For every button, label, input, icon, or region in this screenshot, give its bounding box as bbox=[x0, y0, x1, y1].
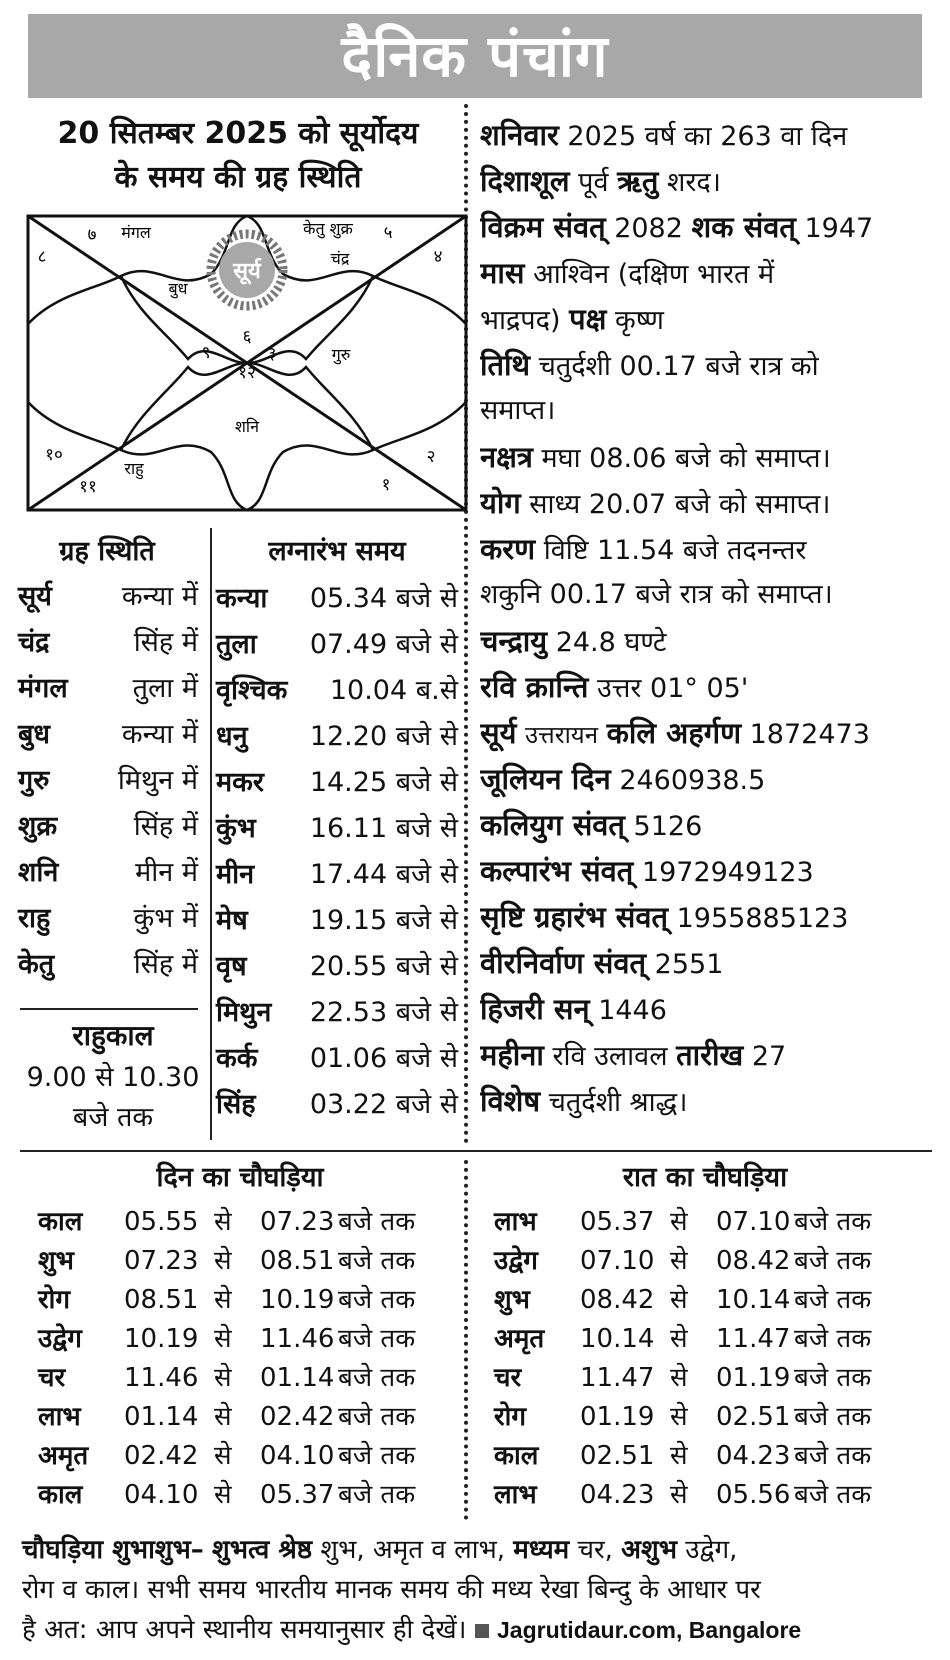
panchang-line: शकुनि 00.17 बजे रात्र को समाप्त। bbox=[480, 579, 833, 610]
house-number: १० bbox=[45, 445, 63, 465]
house-number: ७ bbox=[87, 225, 97, 245]
chart-right-curve-bottom bbox=[373, 402, 466, 450]
graha-name: राहु bbox=[18, 903, 51, 934]
panchang-details bbox=[480, 112, 935, 1124]
lagna-row bbox=[216, 668, 458, 714]
chog-to: 11.46 bbox=[260, 1324, 335, 1354]
chog-name: चर bbox=[38, 1363, 66, 1393]
rahukal-divider bbox=[20, 1008, 198, 1010]
chog-from: 11.47 bbox=[580, 1363, 655, 1393]
lagna-time: 16.11 बजे से bbox=[309, 813, 458, 844]
chog-se: से bbox=[670, 1285, 688, 1315]
chog-se: से bbox=[214, 1441, 232, 1471]
chog-divider bbox=[20, 1150, 932, 1152]
house-number: १ bbox=[381, 475, 391, 495]
chog-suffix: बजे तक bbox=[794, 1285, 872, 1315]
graha-name: शुक्र bbox=[18, 811, 58, 842]
chog-from: 02.42 bbox=[124, 1441, 199, 1471]
lagna-name: वृष bbox=[216, 951, 247, 982]
lagna-row bbox=[216, 990, 458, 1036]
lagna-row bbox=[216, 852, 458, 898]
graha-row bbox=[18, 896, 198, 942]
chog-suffix: बजे तक bbox=[794, 1324, 872, 1354]
chog-row bbox=[494, 1280, 914, 1321]
chog-row bbox=[494, 1358, 914, 1399]
chog-name: उद्वेग bbox=[494, 1246, 538, 1276]
chog-row bbox=[494, 1319, 914, 1360]
house-number: १२ bbox=[238, 363, 256, 383]
chog-suffix: बजे तक bbox=[338, 1285, 416, 1315]
house-number: ८ bbox=[37, 247, 47, 267]
sun-label: सूर्य bbox=[233, 259, 261, 284]
chog-suffix: बजे तक bbox=[794, 1480, 872, 1510]
chog-suffix: बजे तक bbox=[338, 1207, 416, 1237]
lagna-time: 01.06 बजे से bbox=[309, 1043, 458, 1074]
chog-row bbox=[38, 1280, 458, 1321]
chog-name: अमृत bbox=[494, 1324, 545, 1354]
lagna-row bbox=[216, 1082, 458, 1128]
chog-to: 05.37 bbox=[260, 1480, 335, 1510]
day-chog-heading: दिन का चौघड़िया bbox=[156, 1162, 324, 1193]
chog-se: से bbox=[214, 1480, 232, 1510]
lagna-time: 19.15 बजे से bbox=[309, 905, 458, 936]
panchang-line: कलियुग संवत् 5126 bbox=[480, 808, 703, 842]
chog-se: से bbox=[670, 1324, 688, 1354]
chart-heading-1: 20 सितम्बर 2025 को सूर्योदय bbox=[57, 116, 419, 151]
chart-left-curve-bottom bbox=[28, 402, 121, 450]
lagna-time: 07.49 बजे से bbox=[309, 629, 458, 660]
lagna-name: कन्या bbox=[216, 583, 268, 614]
graha-row bbox=[18, 574, 198, 620]
chog-row bbox=[38, 1397, 458, 1438]
chog-from: 10.14 bbox=[580, 1324, 655, 1354]
chog-to: 05.56 bbox=[716, 1480, 791, 1510]
chog-row bbox=[38, 1436, 458, 1477]
chog-from: 01.14 bbox=[124, 1402, 199, 1432]
lagna-time: 14.25 बजे से bbox=[309, 767, 458, 798]
house-number: ११ bbox=[79, 477, 97, 497]
chog-se: से bbox=[670, 1441, 688, 1471]
chog-row bbox=[38, 1319, 458, 1360]
graha-name: गुरु bbox=[18, 765, 50, 796]
chog-to: 01.19 bbox=[716, 1363, 791, 1393]
lagna-name: मीन bbox=[216, 859, 255, 890]
panchang-line: मास आश्विन (दक्षिण भारत में bbox=[480, 256, 775, 290]
panchang-line: वीरनिर्वाण संवत् 2551 bbox=[480, 946, 724, 980]
chog-se: से bbox=[214, 1285, 232, 1315]
chog-name: रोग bbox=[494, 1402, 527, 1432]
chog-row bbox=[38, 1475, 458, 1516]
graha-row bbox=[18, 620, 198, 666]
planet-ketu-shukra: केतु शुक्र bbox=[303, 219, 353, 238]
lagna-time: 05.34 बजे से bbox=[309, 583, 458, 614]
chog-se: से bbox=[670, 1207, 688, 1237]
planet-chandra: चंद्र bbox=[330, 249, 350, 268]
chog-se: से bbox=[214, 1246, 232, 1276]
planet-guru: गुरु bbox=[331, 345, 351, 364]
chog-to: 11.47 bbox=[716, 1324, 791, 1354]
lagna-name: मेष bbox=[216, 905, 248, 936]
panchang-line: जूलियन दिन 2460938.5 bbox=[480, 762, 766, 796]
chog-from: 02.51 bbox=[580, 1441, 655, 1471]
panchang-line: शनिवार 2025 वर्ष का 263 वा दिन bbox=[480, 118, 848, 152]
footer-line-1: चौघड़िया शुभाशुभ– शुभत्व श्रेष्ठ शुभ, अमृत व लाभ, मध्यम चर, अशुभ उद्वेग, bbox=[22, 1535, 738, 1565]
graha-position: मीन में bbox=[135, 857, 198, 888]
lagna-row bbox=[216, 898, 458, 944]
chog-suffix: बजे तक bbox=[794, 1207, 872, 1237]
house-number: ३ bbox=[267, 344, 277, 364]
chog-to: 04.10 bbox=[260, 1441, 335, 1471]
chog-suffix: बजे तक bbox=[338, 1363, 416, 1393]
panchang-line: चन्द्रायु 24.8 घण्टे bbox=[480, 624, 667, 658]
lagna-row bbox=[216, 622, 458, 668]
chog-from: 04.10 bbox=[124, 1480, 199, 1510]
chog-suffix: बजे तक bbox=[338, 1402, 416, 1432]
chog-name: शुभ bbox=[38, 1246, 74, 1276]
lagna-row bbox=[216, 714, 458, 760]
chog-to: 07.23 bbox=[260, 1207, 335, 1237]
chog-separator bbox=[464, 1160, 468, 1520]
chog-se: से bbox=[214, 1402, 232, 1432]
house-number: ६ bbox=[242, 327, 252, 347]
chog-row bbox=[494, 1436, 914, 1477]
chog-row bbox=[494, 1202, 914, 1243]
graha-heading: ग्रह स्थिति bbox=[59, 536, 155, 567]
lagna-row bbox=[216, 944, 458, 990]
chog-se: से bbox=[214, 1207, 232, 1237]
lagna-name: सिंह bbox=[216, 1089, 256, 1120]
planet-budh: बुध bbox=[168, 279, 188, 298]
graha-position: तुला में bbox=[132, 673, 198, 704]
graha-name: चंद्र bbox=[18, 627, 50, 658]
panchang-line: भाद्रपद) पक्ष कृष्ण bbox=[480, 302, 664, 336]
panchang-line: नक्षत्र मघा 08.06 बजे को समाप्त। bbox=[480, 440, 831, 474]
graha-position: कुंभ में bbox=[133, 903, 198, 934]
lagna-time: 22.53 बजे से bbox=[309, 997, 458, 1028]
chog-suffix: बजे तक bbox=[794, 1246, 872, 1276]
night-chog-heading: रात का चौघड़िया bbox=[622, 1162, 788, 1193]
chog-name: काल bbox=[38, 1207, 83, 1237]
lagna-heading: लग्नारंभ समय bbox=[268, 536, 406, 567]
graha-row bbox=[18, 804, 198, 850]
chog-suffix: बजे तक bbox=[794, 1363, 872, 1393]
chog-from: 10.19 bbox=[124, 1324, 199, 1354]
chog-name: लाभ bbox=[494, 1207, 537, 1237]
chog-suffix: बजे तक bbox=[338, 1246, 416, 1276]
panchang-line: विक्रम संवत् 2082 शक संवत् 1947 bbox=[480, 210, 874, 244]
lagna-name: वृश्चिक bbox=[216, 675, 288, 706]
chog-se: से bbox=[670, 1246, 688, 1276]
chart-left-curve-top bbox=[28, 276, 121, 324]
chog-to: 02.42 bbox=[260, 1402, 335, 1432]
panchang-line: हिजरी सन् 1446 bbox=[480, 992, 667, 1026]
house-number: ९ bbox=[201, 343, 211, 363]
graha-name: बुध bbox=[18, 719, 51, 750]
lagna-time: 03.22 बजे से bbox=[309, 1089, 458, 1120]
chog-from: 07.23 bbox=[124, 1246, 199, 1276]
chog-from: 08.42 bbox=[580, 1285, 655, 1315]
lagna-row bbox=[216, 1036, 458, 1082]
chog-se: से bbox=[670, 1363, 688, 1393]
chog-row bbox=[494, 1241, 914, 1282]
planet-mangal: मंगल bbox=[121, 223, 151, 242]
chog-from: 11.46 bbox=[124, 1363, 199, 1393]
graha-row bbox=[18, 666, 198, 712]
chog-to: 07.10 bbox=[716, 1207, 791, 1237]
graha-position: सिंह में bbox=[133, 949, 198, 980]
lagna-name: तुला bbox=[216, 629, 257, 660]
chog-se: से bbox=[670, 1402, 688, 1432]
chog-to: 01.14 bbox=[260, 1363, 335, 1393]
chog-name: चर bbox=[494, 1363, 522, 1393]
chog-name: काल bbox=[38, 1480, 83, 1510]
chog-from: 07.10 bbox=[580, 1246, 655, 1276]
chog-row bbox=[38, 1202, 458, 1243]
panchang-line: कल्पारंभ संवत् 1972949123 bbox=[480, 854, 814, 888]
graha-name: केतु bbox=[18, 949, 55, 980]
chog-row bbox=[38, 1358, 458, 1399]
chog-se: से bbox=[670, 1480, 688, 1510]
lagna-time: 20.55 बजे से bbox=[309, 951, 458, 982]
chog-from: 05.37 bbox=[580, 1207, 655, 1237]
panchang-line: तिथि चतुर्दशी 00.17 बजे रात्र को bbox=[480, 348, 819, 382]
page-title: दैनिक पंचांग bbox=[28, 14, 922, 98]
chog-name: शुभ bbox=[494, 1285, 530, 1315]
lagna-row bbox=[216, 576, 458, 622]
chog-suffix: बजे तक bbox=[338, 1324, 416, 1354]
lagna-name: मिथुन bbox=[216, 997, 272, 1028]
panchang-line: समाप्त। bbox=[480, 395, 556, 426]
lagna-time: 10.04 ब.से bbox=[329, 675, 458, 706]
house-number: ४ bbox=[433, 247, 443, 267]
chog-from: 08.51 bbox=[124, 1285, 199, 1315]
lagna-row bbox=[216, 806, 458, 852]
graha-position: सिंह में bbox=[133, 811, 198, 842]
chog-suffix: बजे तक bbox=[338, 1480, 416, 1510]
chart-bottom-lotus bbox=[121, 363, 373, 510]
chart-right-curve-top bbox=[373, 276, 466, 324]
graha-row bbox=[18, 712, 198, 758]
panchang-line: सृष्टि ग्रहारंभ संवत् 1955885123 bbox=[480, 900, 849, 934]
chog-to: 10.19 bbox=[260, 1285, 335, 1315]
chog-row bbox=[494, 1475, 914, 1516]
chog-se: से bbox=[214, 1324, 232, 1354]
graha-position: कन्या में bbox=[121, 581, 198, 612]
graha-name: शनि bbox=[18, 857, 59, 888]
graha-lagna-separator bbox=[210, 528, 212, 1140]
rahukal-time: 9.00 से 10.30 bbox=[26, 1062, 200, 1093]
chog-name: लाभ bbox=[494, 1480, 537, 1510]
panchang-line: दिशाशूल पूर्व ऋतु शरद। bbox=[480, 164, 721, 198]
panchang-line: महीना रवि उलावल तारीख 27 bbox=[480, 1038, 787, 1072]
chog-to: 08.51 bbox=[260, 1246, 335, 1276]
footer-note bbox=[22, 1530, 932, 1650]
lagna-name: मकर bbox=[216, 767, 264, 798]
chog-from: 05.55 bbox=[124, 1207, 199, 1237]
chog-suffix: बजे तक bbox=[794, 1402, 872, 1432]
lagna-name: कुंभ bbox=[216, 813, 256, 844]
footer-line-2: रोग व काल। सभी समय भारतीय मानक समय की मध्य रेखा बिन्दु के आधार पर bbox=[22, 1575, 761, 1605]
chog-name: लाभ bbox=[38, 1402, 81, 1432]
chog-suffix: बजे तक bbox=[794, 1441, 872, 1471]
graha-position: मिथुन में bbox=[117, 765, 198, 796]
chog-suffix: बजे तक bbox=[338, 1441, 416, 1471]
graha-name: सूर्य bbox=[18, 581, 52, 612]
graha-name: मंगल bbox=[18, 673, 68, 704]
source-credit: Jagrutidaur.com, Bangalore bbox=[497, 1617, 802, 1643]
planet-rahu: राहु bbox=[124, 459, 144, 478]
panchang-line: विशेष चतुर्दशी श्राद्ध। bbox=[480, 1084, 688, 1118]
panchang-line: करण विष्टि 11.54 बजे तदनन्तर bbox=[480, 532, 807, 566]
chog-se: से bbox=[214, 1363, 232, 1393]
chog-to: 02.51 bbox=[716, 1402, 791, 1432]
chog-name: रोग bbox=[38, 1285, 71, 1315]
kundali-svg bbox=[26, 214, 468, 512]
chog-to: 08.42 bbox=[716, 1246, 791, 1276]
chog-from: 04.23 bbox=[580, 1480, 655, 1510]
rahukal-heading: राहुकाल bbox=[72, 1019, 154, 1052]
house-number: ५ bbox=[383, 223, 393, 243]
chart-heading-2: के समय की ग्रह स्थिति bbox=[114, 160, 362, 195]
chog-row bbox=[38, 1241, 458, 1282]
chog-from: 01.19 bbox=[580, 1402, 655, 1432]
panchang-line: रवि क्रान्ति उत्तर 01° 05' bbox=[480, 670, 749, 704]
graha-position: सिंह में bbox=[133, 627, 198, 658]
chog-row bbox=[494, 1397, 914, 1438]
graha-row bbox=[18, 942, 198, 988]
lagna-row bbox=[216, 760, 458, 806]
chog-name: अमृत bbox=[38, 1441, 89, 1471]
graha-row bbox=[18, 758, 198, 804]
panchang-line: सूर्य उत्तरायन कलि अहर्गण 1872473 bbox=[480, 716, 870, 750]
house-number: २ bbox=[426, 447, 436, 467]
lagna-time: 17.44 बजे से bbox=[309, 859, 458, 890]
chog-name: उद्वेग bbox=[38, 1324, 82, 1354]
kundali-chart bbox=[26, 214, 468, 512]
lagna-time: 12.20 बजे से bbox=[309, 721, 458, 752]
graha-row bbox=[18, 850, 198, 896]
lagna-name: कर्क bbox=[216, 1043, 258, 1074]
chog-name: काल bbox=[494, 1441, 539, 1471]
sun-symbol bbox=[211, 234, 283, 306]
footer-line-3: है अत: आप अपने स्थानीय समयानुसार ही देखें। Jagrutidaur.com, Bangalore bbox=[22, 1615, 802, 1645]
chog-to: 04.23 bbox=[716, 1441, 791, 1471]
chog-to: 10.14 bbox=[716, 1285, 791, 1315]
square-icon bbox=[475, 1624, 489, 1638]
panchang-line: योग साध्य 20.07 बजे को समाप्त। bbox=[480, 486, 831, 520]
rahukal-suffix: बजे तक bbox=[72, 1102, 154, 1133]
planet-shani: शनि bbox=[235, 417, 259, 436]
graha-position: कन्या में bbox=[121, 719, 198, 750]
lagna-name: धनु bbox=[216, 721, 248, 752]
